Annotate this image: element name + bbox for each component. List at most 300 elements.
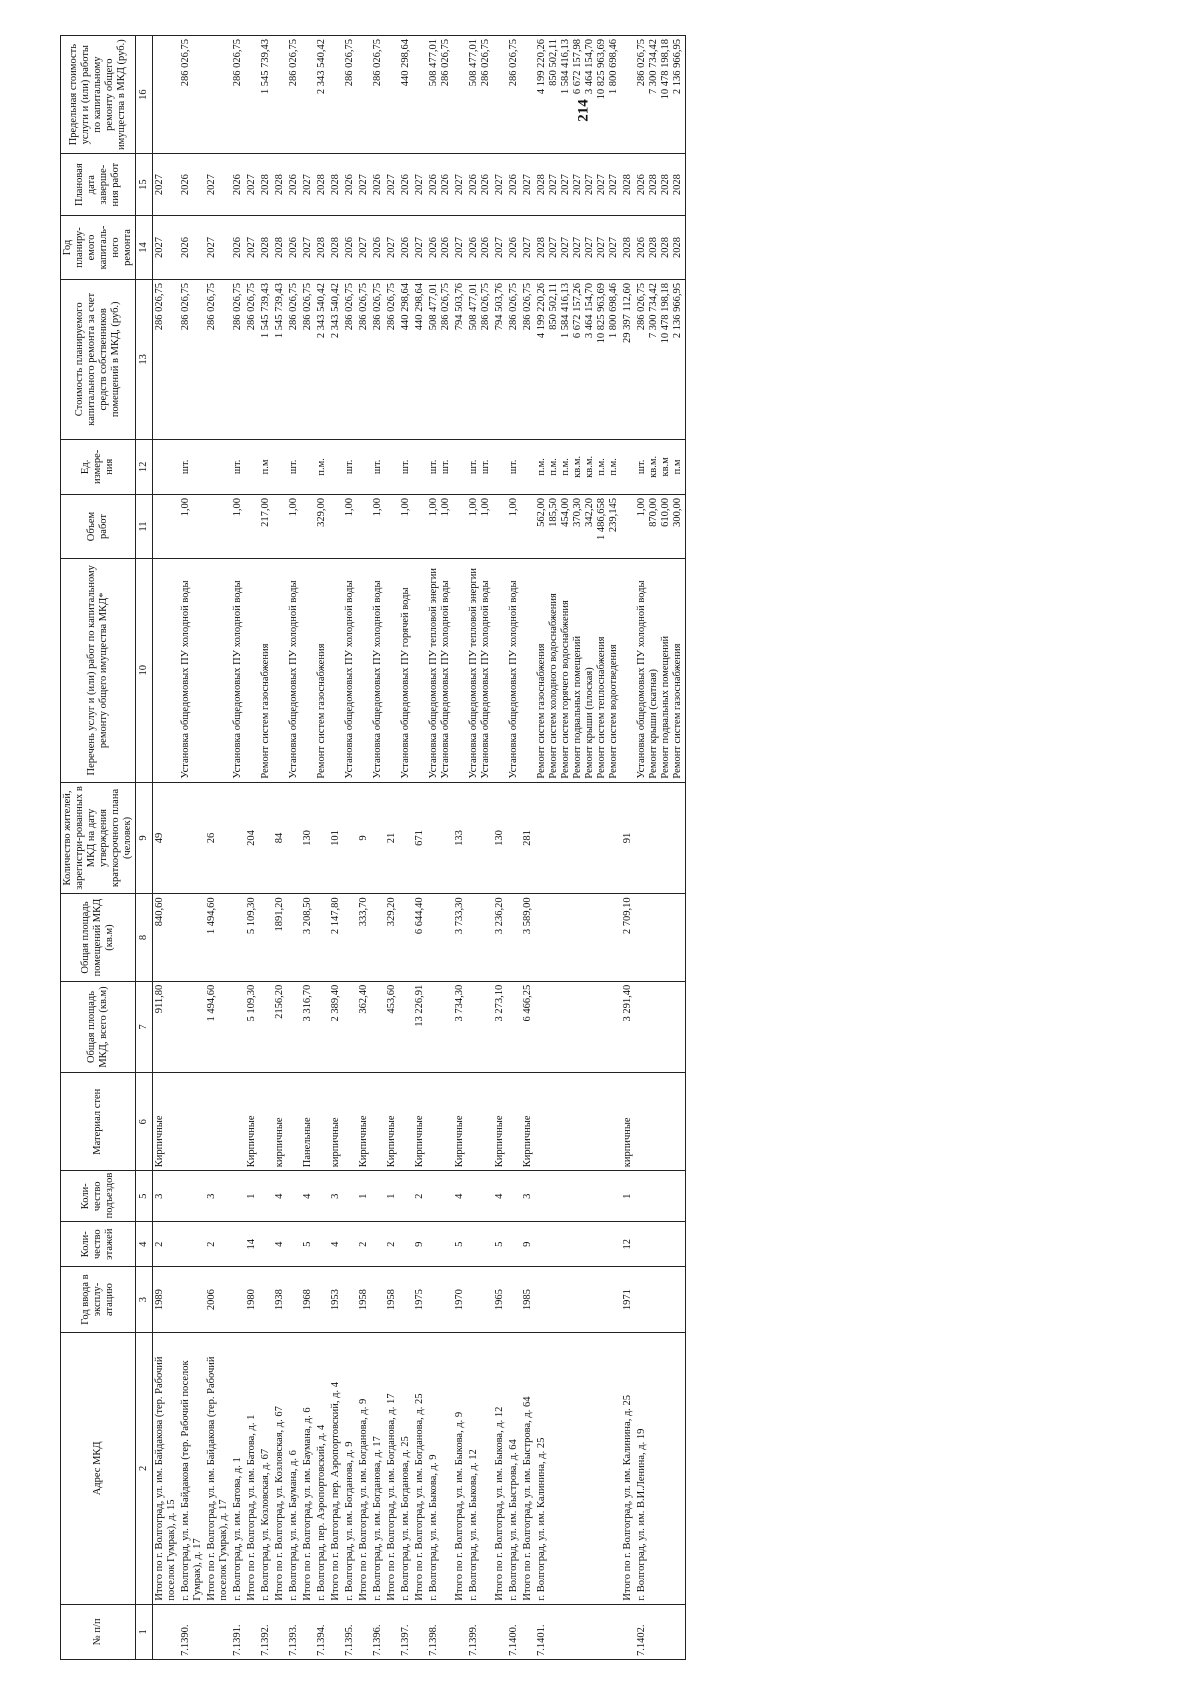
table-row — [399, 36, 413, 1660]
table-cell — [399, 154, 413, 216]
table-cell — [521, 36, 535, 154]
table-cell — [413, 558, 427, 782]
cell-text: Установка общедомовых ПУ холодной воды — [344, 580, 355, 779]
table-cell — [273, 1333, 287, 1605]
table-cell — [287, 1333, 301, 1605]
cell-text: 7.1394. — [316, 1624, 327, 1656]
table-cell — [329, 495, 343, 559]
cell-text: 204 — [246, 830, 257, 846]
table-cell — [153, 782, 180, 894]
table-cell — [413, 1267, 427, 1333]
table-cell — [179, 1222, 205, 1267]
cell-text: 2 — [358, 1241, 369, 1247]
table-cell — [315, 495, 329, 559]
table-cell — [231, 36, 245, 154]
table-cell — [245, 894, 259, 981]
page-number: 214 — [575, 99, 592, 122]
table-cell — [453, 894, 467, 981]
cell-text: 281 — [522, 830, 533, 846]
table-cell — [399, 279, 413, 439]
cell-text: 1968 — [302, 1289, 313, 1311]
table-cell — [273, 1267, 287, 1333]
cell-text: Установка общедомовых ПУ тепловой энергии Установка общедомовых ПУ холодной воды — [468, 567, 491, 779]
table-cell — [231, 1604, 245, 1659]
table-cell — [357, 782, 371, 894]
cell-text: 4 — [330, 1241, 341, 1247]
table-cell — [315, 279, 329, 439]
table-cell — [301, 782, 315, 894]
table-cell — [245, 439, 259, 494]
table-cell — [521, 1171, 535, 1222]
table-cell — [153, 36, 180, 154]
cell-text: Итого по г. Волгоград, ул. им. Баумана, д. 6 — [302, 1407, 313, 1601]
table-cell — [329, 36, 343, 154]
cell-text: 2028 — [274, 237, 285, 258]
cell-text: 911,80 — [154, 984, 165, 1014]
cell-text: 286 026,75 7 300 734,42 10 478 198,18 2 136 966,95 — [636, 282, 683, 344]
table-cell — [413, 981, 427, 1073]
table-cell — [357, 1333, 371, 1605]
cell-text: 3 316,70 — [302, 984, 313, 1022]
table-cell — [621, 279, 635, 439]
table-cell — [287, 1604, 301, 1659]
table-cell — [427, 154, 453, 216]
table-cell — [315, 894, 329, 981]
cell-text: 329,00 — [316, 498, 327, 527]
table-cell — [535, 154, 621, 216]
cell-text: 794 503,76 — [494, 282, 505, 331]
table-cell — [621, 1267, 635, 1333]
table-cell — [635, 495, 686, 559]
cell-text: Ремонт систем газоснабжения Ремонт систем холодного водоснабжения Ремонт систем горячего водоснабжения Ремонт подвальных помещений Ремонт крыши (плоская) Ремонт систем теплоснабжения Ремонт систем водоотведения — [536, 593, 619, 779]
table-cell — [301, 558, 315, 782]
table-cell — [287, 1171, 301, 1222]
table-cell — [467, 1073, 493, 1171]
table-cell — [427, 894, 453, 981]
table-cell — [535, 279, 621, 439]
table-cell — [231, 894, 245, 981]
cell-text: 2028 — [330, 237, 341, 258]
table-cell — [635, 216, 686, 280]
table-cell — [329, 981, 343, 1073]
cell-text: 5 — [302, 1241, 313, 1247]
table-cell — [343, 279, 357, 439]
table-cell — [179, 36, 205, 154]
column-number-15: 15 — [136, 154, 153, 216]
table-cell — [371, 495, 385, 559]
table-cell — [315, 216, 329, 280]
table-cell — [153, 154, 180, 216]
table-cell — [535, 1604, 621, 1659]
table-cell — [259, 1222, 273, 1267]
table-cell — [453, 1267, 467, 1333]
table-cell — [507, 1222, 521, 1267]
cell-text: 2 — [154, 1241, 165, 1247]
table-cell — [427, 495, 453, 559]
cell-text: 1,00 — [400, 498, 411, 517]
table-cell — [493, 36, 507, 154]
cell-text: 286 026,75 — [344, 282, 355, 331]
table-cell — [273, 1171, 287, 1222]
table-cell — [329, 1267, 343, 1333]
table-cell — [427, 1073, 453, 1171]
table-cell — [507, 1604, 521, 1659]
cell-text: 1,00 870,00 610,00 300,00 — [636, 498, 683, 527]
table-cell — [245, 216, 259, 280]
table-cell — [357, 1073, 371, 1171]
table-cell — [385, 894, 399, 981]
table-cell — [153, 894, 180, 981]
table-cell — [287, 279, 301, 439]
cell-text: г. Волгоград, ул. им. Калинина, д. 25 — [536, 1437, 547, 1601]
table-cell — [399, 558, 413, 782]
cell-text: 286 026,75 — [180, 282, 191, 331]
cell-text: 2026 — [232, 174, 243, 196]
cell-text: 1989 — [154, 1289, 165, 1311]
cell-text: 3 273,10 — [494, 984, 505, 1022]
table-cell — [259, 1171, 273, 1222]
table-cell — [301, 36, 315, 154]
cell-text: 217,00 — [260, 498, 271, 527]
table-cell — [535, 1222, 621, 1267]
table-cell — [507, 1333, 521, 1605]
table-cell — [413, 894, 427, 981]
table-cell — [427, 1222, 453, 1267]
cell-text: 7.1402. — [636, 1624, 647, 1656]
table-cell — [427, 216, 453, 280]
cell-text: шт. — [344, 459, 355, 475]
table-cell — [371, 1171, 385, 1222]
rotated-sheet — [60, 35, 1140, 1660]
table-row — [621, 36, 635, 1660]
cell-text: 2026 — [180, 237, 191, 258]
cell-text: 7.1390. — [180, 1624, 191, 1656]
table-cell — [399, 495, 413, 559]
cell-text: 2027 — [454, 237, 465, 258]
table-cell — [315, 1604, 329, 1659]
table-cell — [245, 558, 259, 782]
column-number-3: 3 — [136, 1267, 153, 1333]
table-cell — [329, 1073, 343, 1171]
table-cell — [153, 558, 180, 782]
table-cell — [521, 981, 535, 1073]
column-number-9: 9 — [136, 782, 153, 894]
cell-text: 3 — [522, 1193, 533, 1199]
cell-text: Кирпичные — [522, 1115, 533, 1168]
cell-text: 1 — [246, 1193, 257, 1199]
cell-text: 3 — [154, 1193, 165, 1199]
cell-text: 1970 — [454, 1289, 465, 1311]
cell-text: Установка общедомовых ПУ холодной воды — [508, 580, 519, 779]
cell-text: 2027 — [386, 237, 397, 258]
table-cell — [357, 279, 371, 439]
table-cell — [329, 154, 343, 216]
cell-text: 1971 — [622, 1289, 633, 1311]
table-row — [287, 36, 301, 1660]
table-cell — [153, 439, 180, 494]
table-cell — [399, 1073, 413, 1171]
cell-text: 7.1398. — [428, 1624, 439, 1656]
cell-text: 7.1400. — [508, 1624, 519, 1656]
table-cell — [371, 558, 385, 782]
table-cell — [371, 1073, 385, 1171]
cell-text: 1975 — [414, 1289, 425, 1311]
table-cell — [153, 1267, 180, 1333]
table-cell — [621, 1604, 635, 1659]
table-cell — [179, 154, 205, 216]
column-number-2: 2 — [136, 1333, 153, 1605]
column-header-11: Объем работ — [61, 495, 136, 559]
table-cell — [621, 495, 635, 559]
cell-text: 2026 — [372, 174, 383, 196]
table-cell — [535, 36, 621, 154]
table-cell — [521, 216, 535, 280]
table-cell — [621, 36, 635, 154]
table-cell — [343, 1073, 357, 1171]
cell-text: 26 — [206, 832, 217, 844]
table-row — [467, 36, 493, 1660]
cell-text: 2028 — [622, 237, 633, 258]
table-cell — [453, 1171, 467, 1222]
cell-text: 2028 2027 2027 2027 2027 2027 2027 — [536, 174, 619, 196]
table-cell — [521, 894, 535, 981]
cell-text: г. Волгоград, ул. им. Байдакова (тер. Рабочий поселок Гумрак), д. 17 — [180, 1360, 203, 1601]
cell-text: 3 236,20 — [494, 897, 505, 935]
cell-text: 2027 — [414, 174, 425, 196]
table-cell — [385, 154, 399, 216]
cell-text: 7.1395. — [344, 1624, 355, 1656]
cell-text: г. Волгоград, ул. им. Богданова, д. 9 — [344, 1441, 355, 1601]
table-cell — [413, 36, 427, 154]
table-cell — [259, 558, 273, 782]
cell-text: 2027 — [246, 237, 257, 258]
table-cell — [301, 439, 315, 494]
table-cell — [301, 154, 315, 216]
cell-text: 2027 — [494, 237, 505, 258]
table-cell — [635, 439, 686, 494]
cell-text: 286 026,75 — [344, 39, 355, 87]
table-cell — [231, 782, 245, 894]
table-cell — [287, 495, 301, 559]
table-cell — [493, 1333, 507, 1605]
table-cell — [259, 1333, 273, 1605]
table-cell — [179, 1604, 205, 1659]
cell-text: шт. шт. — [468, 459, 491, 475]
table-cell — [385, 1333, 399, 1605]
column-header-7: Общая площадь МКД, всего (кв.м) — [61, 981, 136, 1073]
table-cell — [371, 216, 385, 280]
table-cell — [413, 439, 427, 494]
table-cell — [453, 279, 467, 439]
table-cell — [467, 981, 493, 1073]
table-cell — [493, 1267, 507, 1333]
table-cell — [493, 495, 507, 559]
cell-text: 440 298,64 — [414, 282, 425, 331]
table-cell — [231, 1222, 245, 1267]
table-cell — [343, 782, 357, 894]
cell-text: 2028 — [316, 237, 327, 258]
table-cell — [371, 439, 385, 494]
table-cell — [273, 782, 287, 894]
table-cell — [427, 1267, 453, 1333]
column-header-8: Общая площадь помещений МКД (кв.м) — [61, 894, 136, 981]
table-cell — [427, 1604, 453, 1659]
table-cell — [287, 894, 301, 981]
table-cell — [287, 439, 301, 494]
table-cell — [493, 279, 507, 439]
column-header-9: Количество жителей, зарегистри-рованных в МКД на дату утверждения краткосрочного плана (человек) — [61, 782, 136, 894]
table-cell — [273, 216, 287, 280]
table-cell — [259, 154, 273, 216]
table-cell — [205, 1073, 231, 1171]
table-cell — [245, 279, 259, 439]
table-cell — [635, 1333, 686, 1605]
cell-text: г. Волгоград, ул. Козловская, д. 67 — [260, 1448, 271, 1601]
table-cell — [231, 439, 245, 494]
table-cell — [493, 1222, 507, 1267]
cell-text: 1 545 739,43 — [260, 282, 271, 339]
table-cell — [467, 1222, 493, 1267]
cell-text: шт. — [508, 459, 519, 475]
cell-text: 2028 — [316, 174, 327, 196]
cell-text: 3 208,50 — [302, 897, 313, 935]
cell-text: 2026 — [180, 174, 191, 196]
table-cell — [315, 1267, 329, 1333]
table-cell — [231, 1333, 245, 1605]
table-row — [315, 36, 329, 1660]
table-cell — [329, 1171, 343, 1222]
cell-text: кирпичные — [274, 1117, 285, 1168]
column-number-7: 7 — [136, 981, 153, 1073]
cell-text: 2 343 540,42 — [316, 39, 327, 95]
column-header-14: Год планиру-емого капиталь-ного ремонта — [61, 216, 136, 280]
table-cell — [245, 1267, 259, 1333]
table-cell — [413, 1604, 427, 1659]
table-cell — [301, 1222, 315, 1267]
cell-text: кирпичные — [330, 1117, 341, 1168]
table-cell — [343, 1171, 357, 1222]
table-cell — [315, 1333, 329, 1605]
cell-text: 671 — [414, 830, 425, 846]
table-cell — [413, 279, 427, 439]
cell-text: 1 — [386, 1193, 397, 1199]
cell-text: 286 026,75 — [232, 39, 243, 87]
table-cell — [287, 36, 301, 154]
table-cell — [245, 1171, 259, 1222]
table-cell — [245, 981, 259, 1073]
table-cell — [179, 216, 205, 280]
table-cell — [179, 279, 205, 439]
table-cell — [371, 782, 385, 894]
table-cell — [521, 154, 535, 216]
table-row — [357, 36, 371, 1660]
cell-text: 5 109,30 — [246, 897, 257, 935]
table-cell — [413, 1333, 427, 1605]
table-cell — [329, 279, 343, 439]
table-cell — [507, 495, 521, 559]
cell-text: Кирпичные — [414, 1115, 425, 1168]
cell-text: Итого по г. Волгоград, ул. им. Быкова, д. 12 — [494, 1406, 505, 1601]
table-cell — [343, 154, 357, 216]
cell-text: 840,60 — [154, 897, 165, 927]
cell-text: 1,00 — [344, 498, 355, 517]
cell-text: шт. — [288, 459, 299, 475]
cell-text: 2026 2026 — [428, 174, 451, 196]
table-cell — [453, 1222, 467, 1267]
table-cell — [301, 1267, 315, 1333]
cell-text: Итого по г. Волгоград, ул. им. Быкова, д. 9 — [454, 1411, 465, 1601]
table-cell — [357, 894, 371, 981]
cell-text: 2027 — [358, 174, 369, 196]
table-cell — [343, 558, 357, 782]
table-cell — [343, 439, 357, 494]
table-cell — [179, 439, 205, 494]
table-cell — [635, 558, 686, 782]
table-row — [231, 36, 245, 1660]
table-cell — [245, 1222, 259, 1267]
table-cell — [329, 782, 343, 894]
table-cell — [521, 782, 535, 894]
table-cell — [385, 36, 399, 154]
table-cell — [427, 981, 453, 1073]
cell-text: 2026 — [508, 237, 519, 258]
column-number-16: 16 — [136, 36, 153, 154]
table-cell — [315, 1222, 329, 1267]
table-cell — [413, 1222, 427, 1267]
table-cell — [259, 439, 273, 494]
cell-text: 7.1399. — [468, 1624, 479, 1656]
table-cell — [153, 1222, 180, 1267]
table-cell — [179, 782, 205, 894]
cell-text: Итого по г. Волгоград, ул. им. Калинина, д. 25 — [622, 1394, 633, 1601]
table-cell — [427, 36, 453, 154]
table-cell — [635, 894, 686, 981]
cell-text: 2026 — [288, 174, 299, 196]
table-cell — [153, 495, 180, 559]
table-cell — [205, 1604, 231, 1659]
cell-text: 1938 — [274, 1289, 285, 1311]
table-cell — [205, 558, 231, 782]
cell-text: 2027 — [358, 237, 369, 258]
cell-text: 2026 — [344, 237, 355, 258]
cell-text: 4 — [302, 1193, 313, 1199]
cell-text: 1958 — [386, 1289, 397, 1311]
table-row — [371, 36, 385, 1660]
cell-text: 49 — [154, 832, 165, 844]
table-cell — [205, 495, 231, 559]
cell-text: 7.1396. — [372, 1624, 383, 1656]
table-cell — [535, 439, 621, 494]
table-cell — [493, 1073, 507, 1171]
table-cell — [329, 216, 343, 280]
table-cell — [635, 1171, 686, 1222]
column-header-4: Коли-чество этажей — [61, 1222, 136, 1267]
cell-text: 1,00 — [508, 498, 519, 517]
table-cell — [535, 495, 621, 559]
table-cell — [205, 154, 231, 216]
table-cell — [621, 154, 635, 216]
table-cell — [273, 981, 287, 1073]
cell-text: шт. — [400, 459, 411, 475]
table-cell — [343, 894, 357, 981]
table-cell — [467, 782, 493, 894]
table-cell — [153, 1333, 180, 1605]
table-cell — [153, 1073, 180, 1171]
cell-text: 286 026,75 — [206, 282, 217, 331]
cell-text: кирпичные — [622, 1117, 633, 1168]
table-cell — [273, 36, 287, 154]
cell-text: 2026 — [400, 174, 411, 196]
